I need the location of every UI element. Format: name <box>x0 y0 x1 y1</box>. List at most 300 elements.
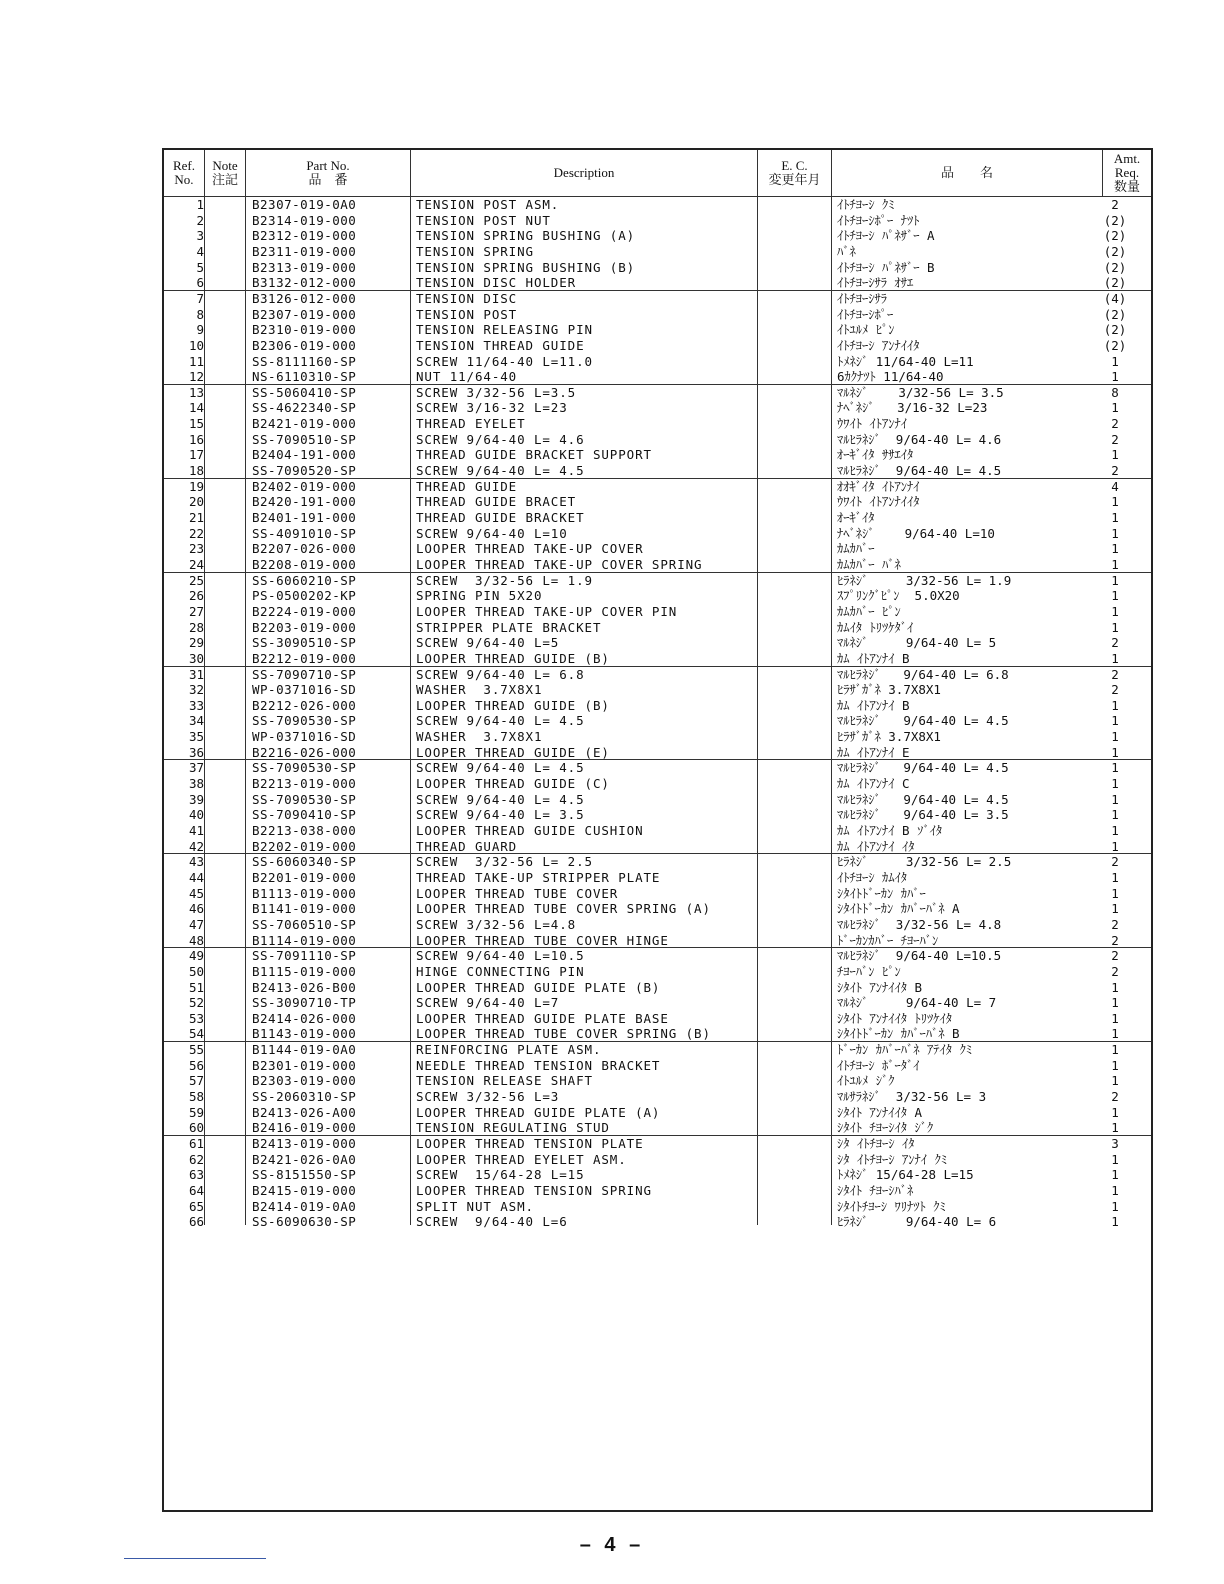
cell-japanese-name: ｶﾑ ｲﾄｱﾝﾅｲ C <box>837 776 910 792</box>
cell-quantity: 2 <box>1111 682 1119 698</box>
cell-description: LOOPER THREAD GUIDE (B) <box>416 697 610 713</box>
cell-quantity: 1 <box>1111 1151 1119 1167</box>
cell-ref-no: 65 <box>188 1198 204 1214</box>
header-ec-label: E. C. <box>781 158 808 173</box>
cell-ref-no: 35 <box>188 729 204 745</box>
cell-ref-no: 13 <box>188 384 204 400</box>
cell-japanese-name: ﾏﾙﾋﾗﾈｼﾞ 9/64-40 L= 4.5 <box>837 463 1002 479</box>
cell-part-no: B1114-019-000 <box>252 932 357 948</box>
cell-japanese-name: ｶﾑ ｲﾄｱﾝﾅｲ B ｿﾞｲﾀ <box>837 823 943 838</box>
cell-japanese-name: ｼﾀｲﾄ ｱﾝﾅｲｲﾀ B <box>837 979 923 995</box>
cell-japanese-name: 6ｶｸﾅﾂﾄ 11/64-40 <box>837 369 944 385</box>
cell-ref-no: 66 <box>188 1214 204 1230</box>
cell-part-no: SS-6090630-SP <box>252 1214 357 1230</box>
cell-japanese-name: ﾏﾙﾋﾗﾈｼﾞ 9/64-40 L=10.5 <box>837 948 1002 964</box>
cell-part-no: B2207-026-000 <box>252 541 357 557</box>
cell-part-no: SS-4091010-SP <box>252 525 357 541</box>
table-row <box>164 620 1151 636</box>
cell-quantity: 1 <box>1111 603 1119 619</box>
cell-quantity: 1 <box>1111 400 1119 416</box>
cell-quantity: 2 <box>1111 948 1119 964</box>
cell-description: LOOPER THREAD GUIDE PLATE (A) <box>416 1104 661 1120</box>
cell-description: TENSION DISC <box>416 290 518 306</box>
cell-description: THREAD GUIDE BRACET <box>416 494 577 510</box>
cell-quantity: 1 <box>1111 760 1119 776</box>
cell-part-no: SS-7091110-SP <box>252 948 357 964</box>
cell-quantity: (2) <box>1103 306 1127 322</box>
cell-part-no: B2404-191-000 <box>252 447 357 463</box>
table-row <box>164 494 1151 510</box>
cell-description: THREAD GUARD <box>416 838 518 854</box>
cell-part-no: B2301-019-000 <box>252 1057 357 1073</box>
table-row <box>164 980 1151 996</box>
cell-ref-no: 8 <box>196 306 204 322</box>
cell-quantity: (2) <box>1103 259 1127 275</box>
cell-quantity: 1 <box>1111 1182 1119 1198</box>
header-description <box>411 150 757 196</box>
table-row <box>164 682 1151 698</box>
cell-part-no: SS-7090530-SP <box>252 713 357 729</box>
cell-description: TENSION SPRING BUSHING (A) <box>416 228 636 244</box>
cell-description: SCREW 3/32-56 L= 1.9 <box>416 572 593 588</box>
header-ref-no-label: Ref. No. <box>172 158 196 187</box>
cell-ref-no: 41 <box>188 823 204 838</box>
cell-description: NEEDLE THREAD TENSION BRACKET <box>416 1057 661 1073</box>
cell-description: SCREW 9/64-40 L=6 <box>416 1214 568 1230</box>
cell-part-no: SS-6060210-SP <box>252 572 357 588</box>
table-row <box>164 698 1151 714</box>
cell-quantity: 1 <box>1111 807 1119 823</box>
cell-ref-no: 33 <box>188 697 204 713</box>
cell-quantity: 4 <box>1111 478 1119 494</box>
cell-description: TENSION THREAD GUIDE <box>416 337 585 353</box>
table-row <box>164 854 1151 870</box>
cell-quantity: (2) <box>1103 275 1127 291</box>
cell-description: SCREW 3/32-56 L=3.5 <box>416 384 577 400</box>
cell-quantity: 1 <box>1111 791 1119 807</box>
header-ec-jp: 変更年月 <box>768 172 821 187</box>
cell-description: LOOPER THREAD GUIDE (B) <box>416 650 610 666</box>
cell-quantity: 1 <box>1111 869 1119 885</box>
cell-ref-no: 39 <box>188 791 204 807</box>
cell-description: SCREW 9/64-40 L= 4.5 <box>416 791 585 807</box>
cell-quantity: 2 <box>1111 916 1119 932</box>
cell-ref-no: 36 <box>188 744 204 760</box>
cell-ref-no: 48 <box>188 932 204 948</box>
cell-quantity: 1 <box>1111 713 1119 729</box>
header-ref-no <box>164 150 204 196</box>
cell-ref-no: 61 <box>188 1136 204 1151</box>
table-row <box>164 588 1151 604</box>
table-row <box>164 1120 1151 1136</box>
cell-ref-no: 24 <box>188 556 204 572</box>
cell-description: SCREW 9/64-40 L=5 <box>416 635 560 651</box>
table-row <box>164 244 1151 260</box>
cell-ref-no: 40 <box>188 807 204 823</box>
cell-quantity: 1 <box>1111 776 1119 792</box>
cell-quantity: 1 <box>1111 1073 1119 1089</box>
table-row <box>164 901 1151 917</box>
cell-ref-no: 28 <box>188 619 204 635</box>
cell-ref-no: 56 <box>188 1057 204 1073</box>
cell-part-no: SS-5060410-SP <box>252 384 357 400</box>
cell-ref-no: 37 <box>188 760 204 776</box>
table-row <box>164 1058 1151 1074</box>
cell-quantity: 1 <box>1111 1214 1119 1230</box>
cell-description: LOOPER THREAD TENSION SPRING <box>416 1182 652 1198</box>
table-row <box>164 776 1151 792</box>
cell-quantity: 1 <box>1111 650 1119 666</box>
cell-quantity: 1 <box>1111 823 1119 838</box>
cell-quantity: (2) <box>1103 322 1127 338</box>
cell-ref-no: 5 <box>196 259 204 275</box>
cell-quantity: 1 <box>1111 1120 1119 1136</box>
cell-ref-no: 2 <box>196 212 204 228</box>
cell-ref-no: 54 <box>188 1026 204 1042</box>
table-row <box>164 1214 1151 1230</box>
cell-part-no: B1144-019-0A0 <box>252 1042 357 1058</box>
cell-part-no: B1141-019-000 <box>252 901 357 917</box>
cell-part-no: B1143-019-000 <box>252 1026 357 1042</box>
header-note <box>205 150 245 196</box>
cell-ref-no: 34 <box>188 713 204 729</box>
cell-japanese-name: ｼﾀｲﾄﾁﾖｰｼ ﾜﾘﾅﾂﾄ ｸﾐ <box>837 1198 946 1214</box>
cell-japanese-name: ｼﾀｲﾄ ｱﾝﾅｲｲﾀ A <box>837 1104 923 1120</box>
cell-part-no: WP-0371016-SD <box>252 682 357 698</box>
cell-description: LOOPER THREAD GUIDE (C) <box>416 776 610 792</box>
cell-part-no: NS-6110310-SP <box>252 369 357 385</box>
cell-part-no: B2421-019-000 <box>252 416 357 432</box>
cell-description: LOOPER THREAD TENSION PLATE <box>416 1136 644 1151</box>
table-row <box>164 760 1151 776</box>
table-row <box>164 307 1151 323</box>
table-row <box>164 1152 1151 1168</box>
cell-quantity: 2 <box>1111 416 1119 432</box>
cell-part-no: SS-7090520-SP <box>252 463 357 479</box>
cell-description: STRIPPER PLATE BRACKET <box>416 619 602 635</box>
cell-quantity: 1 <box>1111 1042 1119 1058</box>
cell-quantity: (2) <box>1103 212 1127 228</box>
cell-ref-no: 62 <box>188 1151 204 1167</box>
cell-description: TENSION REGULATING STUD <box>416 1120 610 1136</box>
cell-japanese-name: ｲﾄﾁﾖｰｼｻﾗ <box>837 290 888 306</box>
cell-description: SCREW 9/64-40 L= 4.5 <box>416 713 585 729</box>
table-row <box>164 870 1151 886</box>
cell-quantity: 2 <box>1111 932 1119 948</box>
cell-ref-no: 11 <box>188 353 204 369</box>
cell-japanese-name: ﾏﾙｻﾗﾈｼﾞ 3/32-56 L= 3 <box>837 1089 987 1105</box>
cell-ref-no: 4 <box>196 243 204 259</box>
cell-ref-no: 12 <box>188 369 204 385</box>
cell-japanese-name: ｶﾑ ｲﾄｱﾝﾅｲ ｲﾀ <box>837 838 915 854</box>
cell-japanese-name: ﾄﾞｰｶﾝｶﾊﾞｰ ﾁﾖｰﾊﾞﾝ <box>837 932 939 948</box>
table-row <box>164 1136 1151 1152</box>
cell-ref-no: 15 <box>188 416 204 432</box>
table-row <box>164 213 1151 229</box>
cell-quantity: 1 <box>1111 588 1119 604</box>
cell-description: THREAD GUIDE BRACKET SUPPORT <box>416 447 652 463</box>
cell-part-no: B2311-019-000 <box>252 243 357 259</box>
table-row <box>164 354 1151 370</box>
cell-part-no: B2303-019-000 <box>252 1073 357 1089</box>
cell-description: SCREW 9/64-40 L=10 <box>416 525 568 541</box>
cell-japanese-name: ｲﾄﾁﾖｰｼ ﾊﾟﾈｻﾞｰ A <box>837 228 935 244</box>
cell-description: THREAD TAKE-UP STRIPPER PLATE <box>416 869 661 885</box>
cell-ref-no: 16 <box>188 431 204 447</box>
header-ec <box>758 150 831 196</box>
table-row <box>164 1026 1151 1042</box>
cell-japanese-name: ﾄﾞｰｶﾝ ｶﾊﾞｰﾊﾞﾈ ｱﾃｲﾀ ｸﾐ <box>837 1042 973 1058</box>
cell-quantity: 1 <box>1111 1026 1119 1042</box>
header-part-no <box>246 150 410 196</box>
header-amt-req <box>1103 150 1151 196</box>
header-qty-jp: 数量 <box>1113 179 1140 194</box>
cell-quantity: (2) <box>1103 228 1127 244</box>
cell-japanese-name: ﾁﾖｰﾊﾞﾝ ﾋﾟﾝ <box>837 963 901 979</box>
cell-japanese-name: ｶﾑｶﾊﾞｰ ﾋﾟﾝ <box>837 603 901 619</box>
cell-ref-no: 45 <box>188 885 204 901</box>
cell-japanese-name: ｼﾀｲﾄﾄﾞｰｶﾝ ｶﾊﾞｰﾊﾞﾈ B <box>837 1026 960 1042</box>
cell-japanese-name: ﾋﾗｻﾞｶﾞﾈ 3.7X8X1 <box>837 729 941 745</box>
cell-quantity: 1 <box>1111 1198 1119 1214</box>
cell-part-no: B2416-019-000 <box>252 1120 357 1136</box>
cell-description: TENSION RELEASE SHAFT <box>416 1073 593 1089</box>
cell-quantity: 1 <box>1111 353 1119 369</box>
cell-japanese-name: ﾊﾞﾈ <box>837 243 856 259</box>
cell-quantity: 1 <box>1111 885 1119 901</box>
cell-quantity: 2 <box>1111 463 1119 479</box>
cell-japanese-name: ｼﾀｲﾄﾄﾞｰｶﾝ ｶﾊﾞｰ <box>837 885 926 901</box>
cell-japanese-name: ｶﾑｶﾊﾞｰ <box>837 541 875 557</box>
footer-rule <box>124 1558 266 1559</box>
table-row <box>164 291 1151 307</box>
cell-description: TENSION RELEASING PIN <box>416 322 593 338</box>
cell-part-no: B1115-019-000 <box>252 963 357 979</box>
cell-ref-no: 60 <box>188 1120 204 1136</box>
cell-japanese-name: ﾏﾙﾋﾗﾈｼﾞ 9/64-40 L= 4.6 <box>837 431 1002 447</box>
cell-quantity: 1 <box>1111 541 1119 557</box>
table-row <box>164 823 1151 839</box>
cell-japanese-name: ﾄﾒﾈｼﾞ 11/64-40 L=11 <box>837 353 974 369</box>
table-row <box>164 447 1151 463</box>
table-row <box>164 1042 1151 1058</box>
cell-japanese-name: ﾅﾍﾞﾈｼﾞ 9/64-40 L=10 <box>837 525 995 541</box>
table-row <box>164 416 1151 432</box>
cell-japanese-name: ﾅﾍﾞﾈｼﾞ 3/16-32 L=23 <box>837 400 988 416</box>
cell-ref-no: 58 <box>188 1089 204 1105</box>
cell-japanese-name: ｵｰｷﾞｲﾀ <box>837 510 875 525</box>
cell-description: LOOPER THREAD TUBE COVER SPRING (A) <box>416 901 711 917</box>
cell-japanese-name: ｳﾜｲﾄ ｲﾄｱﾝﾅｲ <box>837 416 908 432</box>
cell-ref-no: 7 <box>196 290 204 306</box>
cell-ref-no: 53 <box>188 1010 204 1026</box>
cell-description: NUT 11/64-40 <box>416 369 518 385</box>
cell-quantity: 1 <box>1111 510 1119 525</box>
cell-part-no: SS-7090410-SP <box>252 807 357 823</box>
table-row <box>164 604 1151 620</box>
cell-ref-no: 44 <box>188 869 204 885</box>
cell-description: THREAD EYELET <box>416 416 526 432</box>
cell-japanese-name: ｲﾄﾁﾖｰｼ ｱﾝﾅｲｲﾀ <box>837 337 920 353</box>
cell-ref-no: 50 <box>188 963 204 979</box>
cell-description: LOOPER THREAD GUIDE PLATE (B) <box>416 979 661 995</box>
table-row <box>164 1167 1151 1183</box>
cell-ref-no: 31 <box>188 666 204 682</box>
cell-part-no: B2212-019-000 <box>252 650 357 666</box>
cell-part-no: B2307-019-0A0 <box>252 197 357 212</box>
cell-part-no: B2401-191-000 <box>252 510 357 525</box>
cell-ref-no: 19 <box>188 478 204 494</box>
table-row <box>164 275 1151 291</box>
header-req-label: Req. <box>1114 165 1140 180</box>
table-row <box>164 807 1151 823</box>
cell-description: TENSION POST <box>416 306 518 322</box>
cell-quantity: 1 <box>1111 995 1119 1011</box>
cell-description: LOOPER THREAD GUIDE (E) <box>416 744 610 760</box>
cell-part-no: B2212-026-000 <box>252 697 357 713</box>
cell-ref-no: 49 <box>188 948 204 964</box>
table-row <box>164 933 1151 949</box>
cell-description: REINFORCING PLATE ASM. <box>416 1042 602 1058</box>
cell-ref-no: 42 <box>188 838 204 854</box>
cell-part-no: B2413-019-000 <box>252 1136 357 1151</box>
cell-japanese-name: ﾋﾗｻﾞｶﾞﾈ 3.7X8X1 <box>837 682 941 698</box>
cell-description: SCREW 9/64-40 L= 6.8 <box>416 666 585 682</box>
cell-part-no: SS-7090530-SP <box>252 791 357 807</box>
cell-ref-no: 17 <box>188 447 204 463</box>
cell-japanese-name: ﾏﾙﾋﾗﾈｼﾞ 9/64-40 L= 3.5 <box>837 807 1009 823</box>
cell-part-no: B2414-026-000 <box>252 1010 357 1026</box>
cell-part-no: B2202-019-000 <box>252 838 357 854</box>
cell-part-no: PS-0500202-KP <box>252 588 357 604</box>
cell-part-no: B2314-019-000 <box>252 212 357 228</box>
cell-description: SCREW 9/64-40 L= 4.6 <box>416 431 585 447</box>
cell-japanese-name: ｼﾀ ｲﾄﾁﾖｰｼ ｱﾝﾅｲ ｸﾐ <box>837 1151 948 1167</box>
table-row <box>164 713 1151 729</box>
cell-ref-no: 9 <box>196 322 204 338</box>
cell-description: SCREW 9/64-40 L= 3.5 <box>416 807 585 823</box>
cell-quantity: (2) <box>1103 243 1127 259</box>
page-number: – 4 – <box>579 1534 645 1556</box>
cell-part-no: B2213-019-000 <box>252 776 357 792</box>
cell-part-no: B2213-038-000 <box>252 823 357 838</box>
table-row <box>164 228 1151 244</box>
cell-japanese-name: ﾄﾒﾈｼﾞ 15/64-28 L=15 <box>837 1167 974 1183</box>
cell-japanese-name: ｲﾄﾁﾖｰｼｻﾗ ｵｻｴ <box>837 275 914 291</box>
cell-description: TENSION DISC HOLDER <box>416 275 577 291</box>
table-row <box>164 1073 1151 1089</box>
cell-quantity: 1 <box>1111 572 1119 588</box>
table-row <box>164 886 1151 902</box>
table-row <box>164 1011 1151 1027</box>
cell-part-no: SS-8111160-SP <box>252 353 357 369</box>
cell-quantity: 2 <box>1111 666 1119 682</box>
header-name-jp-label: 品 名 <box>940 165 993 180</box>
cell-part-no: SS-8151550-SP <box>252 1167 357 1183</box>
cell-japanese-name: ｶﾑ ｲﾄｱﾝﾅｲ B <box>837 697 910 713</box>
cell-ref-no: 21 <box>188 510 204 525</box>
cell-part-no: SS-7090710-SP <box>252 666 357 682</box>
cell-part-no: B3126-012-000 <box>252 290 357 306</box>
cell-description: SCREW 3/32-56 L= 2.5 <box>416 854 593 870</box>
cell-quantity: 2 <box>1111 431 1119 447</box>
cell-japanese-name: ｼﾀｲﾄ ﾁﾖｰｼﾊﾞﾈ <box>837 1182 914 1198</box>
cell-ref-no: 43 <box>188 854 204 870</box>
cell-ref-no: 18 <box>188 463 204 479</box>
cell-part-no: B2224-019-000 <box>252 603 357 619</box>
cell-quantity: 1 <box>1111 1010 1119 1026</box>
cell-quantity: 2 <box>1111 854 1119 870</box>
header-description-label: Description <box>553 165 615 180</box>
cell-part-no: WP-0371016-SD <box>252 729 357 745</box>
table-row <box>164 948 1151 964</box>
table-row <box>164 463 1151 479</box>
cell-quantity: (4) <box>1103 290 1127 306</box>
cell-part-no: B2310-019-000 <box>252 322 357 338</box>
cell-quantity: (2) <box>1103 337 1127 353</box>
cell-japanese-name: ｼﾀ ｲﾄﾁﾖｰｼ ｲﾀ <box>837 1136 915 1151</box>
cell-description: SCREW 9/64-40 L= 4.5 <box>416 463 585 479</box>
table-row <box>164 964 1151 980</box>
cell-ref-no: 10 <box>188 337 204 353</box>
cell-part-no: SS-2060310-SP <box>252 1089 357 1105</box>
cell-description: WASHER 3.7X8X1 <box>416 729 543 745</box>
cell-japanese-name: ﾋﾗﾈｼﾞ 9/64-40 L= 6 <box>837 1214 997 1230</box>
cell-description: SCREW 9/64-40 L= 4.5 <box>416 760 585 776</box>
table-row <box>164 745 1151 761</box>
cell-japanese-name: ｶﾑ ｲﾄｱﾝﾅｲ E <box>837 744 910 760</box>
cell-description: SCREW 11/64-40 L=11.0 <box>416 353 593 369</box>
table-row <box>164 338 1151 354</box>
table-row <box>164 1183 1151 1199</box>
table-row <box>164 479 1151 495</box>
cell-japanese-name: ｲﾄﾁﾖｰｼ ｶﾑｲﾀ <box>837 869 908 885</box>
cell-part-no: B3132-012-000 <box>252 275 357 291</box>
cell-ref-no: 46 <box>188 901 204 917</box>
cell-japanese-name: ｽﾌﾟﾘﾝｸﾞﾋﾟﾝ 5.0X20 <box>837 588 960 604</box>
cell-ref-no: 55 <box>188 1042 204 1058</box>
table-row <box>164 557 1151 573</box>
cell-description: LOOPER THREAD TAKE-UP COVER <box>416 541 644 557</box>
cell-description: SPRING PIN 5X20 <box>416 588 543 604</box>
cell-japanese-name: ｵｵｷﾞｲﾀ ｲﾄｱﾝﾅｲ <box>837 478 920 494</box>
table-row <box>164 729 1151 745</box>
table-row <box>164 432 1151 448</box>
cell-japanese-name: ｼﾀｲﾄﾄﾞｰｶﾝ ｶﾊﾞｰﾊﾞﾈ A <box>837 901 960 917</box>
cell-ref-no: 51 <box>188 979 204 995</box>
cell-japanese-name: ｶﾑｲﾀ ﾄﾘﾂｹﾀﾞｲ <box>837 619 914 635</box>
cell-description: LOOPER THREAD EYELET ASM. <box>416 1151 627 1167</box>
cell-ref-no: 30 <box>188 650 204 666</box>
cell-quantity: 1 <box>1111 369 1119 385</box>
cell-quantity: 1 <box>1111 556 1119 572</box>
cell-part-no: B2306-019-000 <box>252 337 357 353</box>
cell-ref-no: 63 <box>188 1167 204 1183</box>
cell-quantity: 3 <box>1111 1136 1119 1151</box>
cell-part-no: B2307-019-000 <box>252 306 357 322</box>
cell-ref-no: 22 <box>188 525 204 541</box>
cell-quantity: 1 <box>1111 525 1119 541</box>
cell-japanese-name: ﾏﾙﾈｼﾞ 9/64-40 L= 5 <box>837 635 997 651</box>
cell-japanese-name: ﾏﾙﾈｼﾞ 9/64-40 L= 7 <box>837 995 997 1011</box>
cell-ref-no: 29 <box>188 635 204 651</box>
table-row <box>164 322 1151 338</box>
cell-quantity: 1 <box>1111 619 1119 635</box>
cell-part-no: SS-4622340-SP <box>252 400 357 416</box>
table-row <box>164 400 1151 416</box>
parts-list-table <box>162 148 1153 1512</box>
table-row <box>164 995 1151 1011</box>
